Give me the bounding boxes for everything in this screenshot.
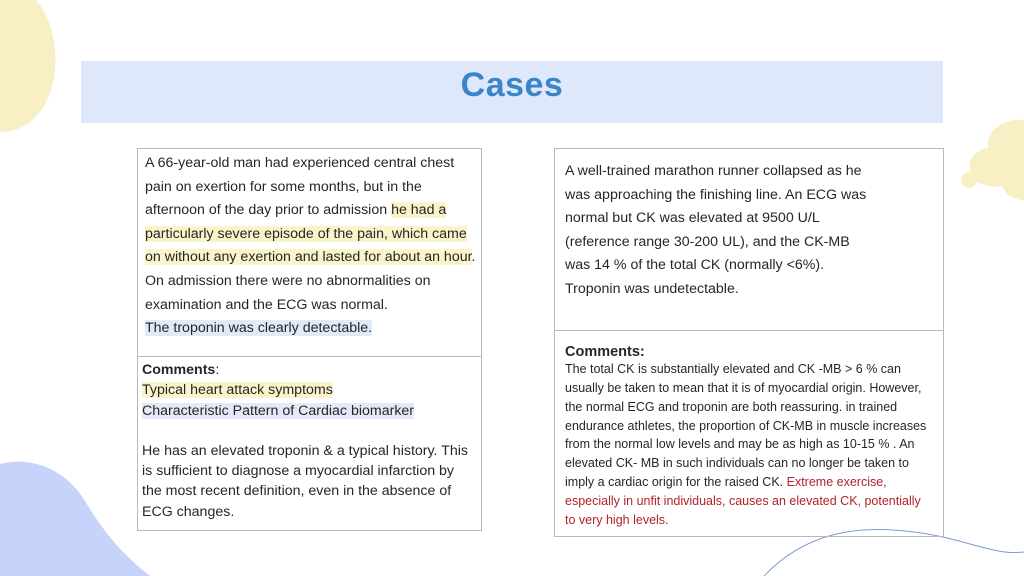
right-comments-body: The total CK is substantially elevated and CK -MB > 6 % can usually be taken to mean that it is of myocardial origin. However, the normal ECG and troponin are both reassuring. in trained endurance athletes, the proportion of CK-MB in muscle increases from the normal low levels and may be as high as 10-15 % . An elevated CK- MB in such individuals can no longer be taken to imply a cardiac origin for the raised CK. (565, 362, 927, 490)
page-title: Cases (460, 66, 564, 104)
left-case-text (145, 152, 481, 341)
left-comments-box (137, 356, 482, 531)
right-cloud-decoration (944, 116, 1024, 216)
left-comments-line-yellow: Typical heart attack symptoms (142, 382, 333, 399)
left-case-continuation: . On admission there were no abnormalities on examination and the ECG was normal. (145, 249, 476, 313)
right-case-box (554, 148, 944, 331)
left-case-highlight-yellow: he had a particularly severe episode of the pain, which came on without any exertion and lasted for about an hour (145, 202, 472, 266)
left-case-intro: A 66-year-old man had experienced central chest pain on exertion for some months, but in the afternoon of the day prior to admission (145, 155, 455, 219)
right-case-text: A well-trained marathon runner collapsed as he was approaching the finishing line. An ECG was normal but CK was elevated at 9500 U/L (reference range 30-200 UL), and the CK-MB was 14 % of the total CK (normally <6%). Troponin was undetectable. (565, 163, 867, 297)
right-comments-red-note: Extreme exercise, especially in unfit individuals, causes an elevated CK, potentially to very high levels. (565, 475, 921, 527)
right-comments-label: Comments: (565, 344, 645, 360)
bottom-left-wave-decoration (0, 456, 150, 576)
left-case-highlight-blue: The troponin was clearly detectable. (145, 320, 373, 337)
left-case-box (137, 148, 482, 357)
left-comments-line-blue: Characteristic Pattern of Cardiac biomarker (142, 402, 415, 419)
left-comments-label: Comments (142, 362, 216, 378)
left-comments-colon: : (215, 362, 220, 378)
left-comments-paragraph: He has an elevated troponin & a typical history. This is sufficient to diagnose a myocardial infarction by the most recent definition, even in the absence of ECG changes. (142, 442, 468, 520)
right-comments-box (554, 330, 944, 537)
right-comments-text (565, 360, 933, 530)
left-comments-text (142, 360, 476, 522)
